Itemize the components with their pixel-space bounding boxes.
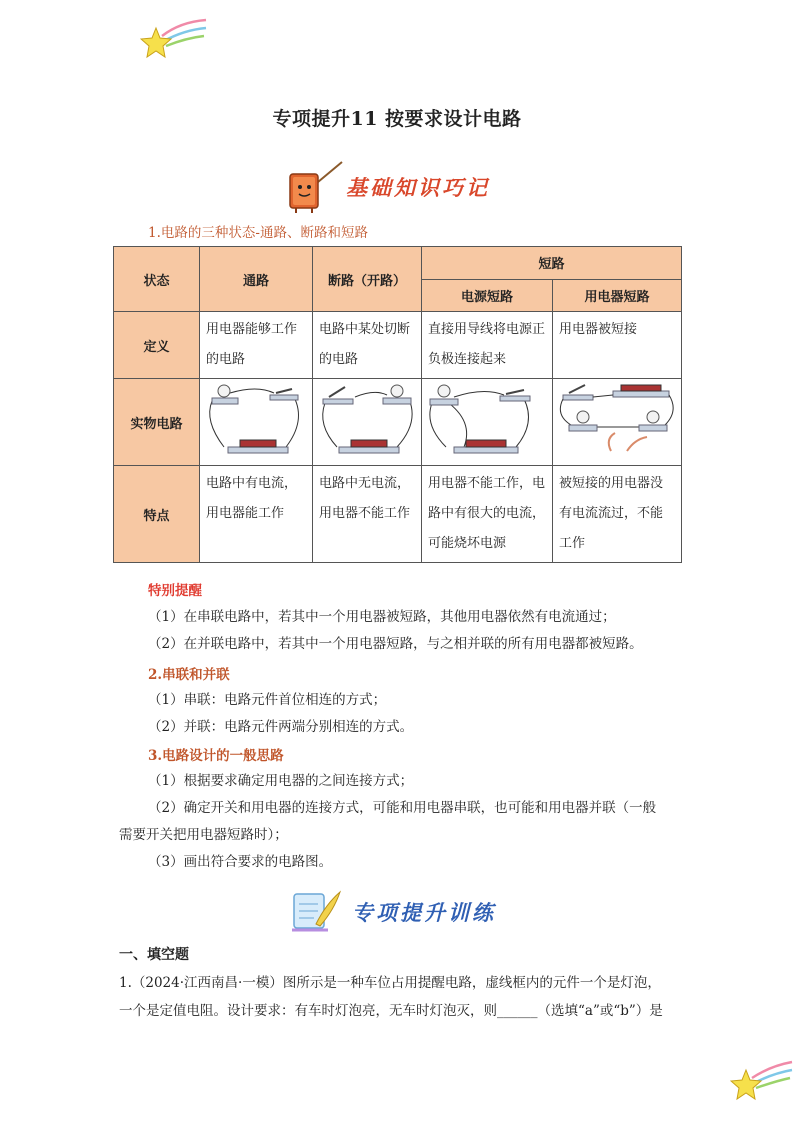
- table-cell: 电路中有电流，用电器能工作: [200, 466, 313, 563]
- table-cell: [200, 379, 313, 466]
- page-title: 专项提升11 按要求设计电路: [272, 108, 522, 130]
- section-banner: [288, 888, 496, 936]
- source-short-circuit-diagram: [424, 381, 550, 459]
- quill-paper-icon: [288, 888, 344, 936]
- table-cell: 直接用导线将电源正负极连接起来: [422, 312, 553, 379]
- table-cell: 用电器不能工作，电路中有很大的电流，可能烧坏电源: [422, 466, 553, 563]
- table-header: 通路: [200, 247, 313, 312]
- body-line: 需要开关把用电器短路时）；: [119, 827, 288, 843]
- section-heading: 1.电路的三种状态-通路、断路和短路: [148, 225, 368, 241]
- table-cell: 被短接的用电器没有电流流过，不能工作: [553, 466, 682, 563]
- book-mascot-icon: [284, 160, 346, 214]
- closed-circuit-diagram: [202, 381, 310, 459]
- shooting-star-icon: [730, 1056, 794, 1102]
- table-cell: 用电器被短接: [553, 312, 682, 379]
- table-header: 电源短路: [422, 279, 553, 312]
- device-short-circuit-diagram: [555, 381, 679, 459]
- body-line: （2）确定开关和用电器的连接方式，可能和用电器串联，也可能和用电器并联（一般: [148, 800, 657, 816]
- table-header: 短路: [422, 247, 682, 280]
- banner-title: 基础知识巧记: [346, 176, 490, 200]
- reminder-line: （2）在并联电路中，若其中一个用电器短路，与之相并联的所有用电器都被短路。: [148, 636, 643, 652]
- section-heading: 2.串联和并联: [148, 667, 230, 683]
- row-header: 特点: [114, 466, 200, 563]
- table-header: 断路（开路）: [313, 247, 422, 312]
- table-cell: 电路中某处切断的电路: [313, 312, 422, 379]
- table-cell: [553, 379, 682, 466]
- open-circuit-diagram: [315, 381, 419, 459]
- shooting-star-icon: [140, 14, 210, 60]
- body-line: （2）并联：电路元件两端分别相连的方式。: [148, 719, 414, 735]
- circuit-state-table: [113, 246, 682, 563]
- table-cell: 用电器能够工作的电路: [200, 312, 313, 379]
- table-header: 用电器短路: [553, 279, 682, 312]
- special-reminder-heading: 特别提醒: [148, 583, 202, 599]
- reminder-line: （1）在串联电路中，若其中一个用电器被短路，其他用电器依然有电流通过；: [148, 609, 616, 625]
- table-header: 状态: [114, 247, 200, 312]
- body-line: （1）串联：电路元件首位相连的方式；: [148, 692, 387, 708]
- table-cell: [313, 379, 422, 466]
- body-line: （3）画出符合要求的电路图。: [148, 854, 333, 870]
- table-cell: 电路中无电流，用电器不能工作: [313, 466, 422, 563]
- question-line: 一个是定值电阻。设计要求：有车时灯泡亮，无车时灯泡灭，则______（选填“a”或“b”）是: [119, 1003, 663, 1019]
- section-banner: [284, 160, 490, 214]
- banner-title: 专项提升训练: [352, 901, 496, 925]
- part-heading: 一、填空题: [119, 947, 189, 963]
- row-header: 定义: [114, 312, 200, 379]
- body-line: （1）根据要求确定用电器的之间连接方式；: [148, 773, 414, 789]
- question-line: 1.（2024·江西南昌·一模）图所示是一种车位占用提醒电路，虚线框内的元件一个是灯泡，: [119, 975, 661, 991]
- row-header: 实物电路: [114, 379, 200, 466]
- table-cell: [422, 379, 553, 466]
- section-heading: 3.电路设计的一般思路: [148, 748, 284, 764]
